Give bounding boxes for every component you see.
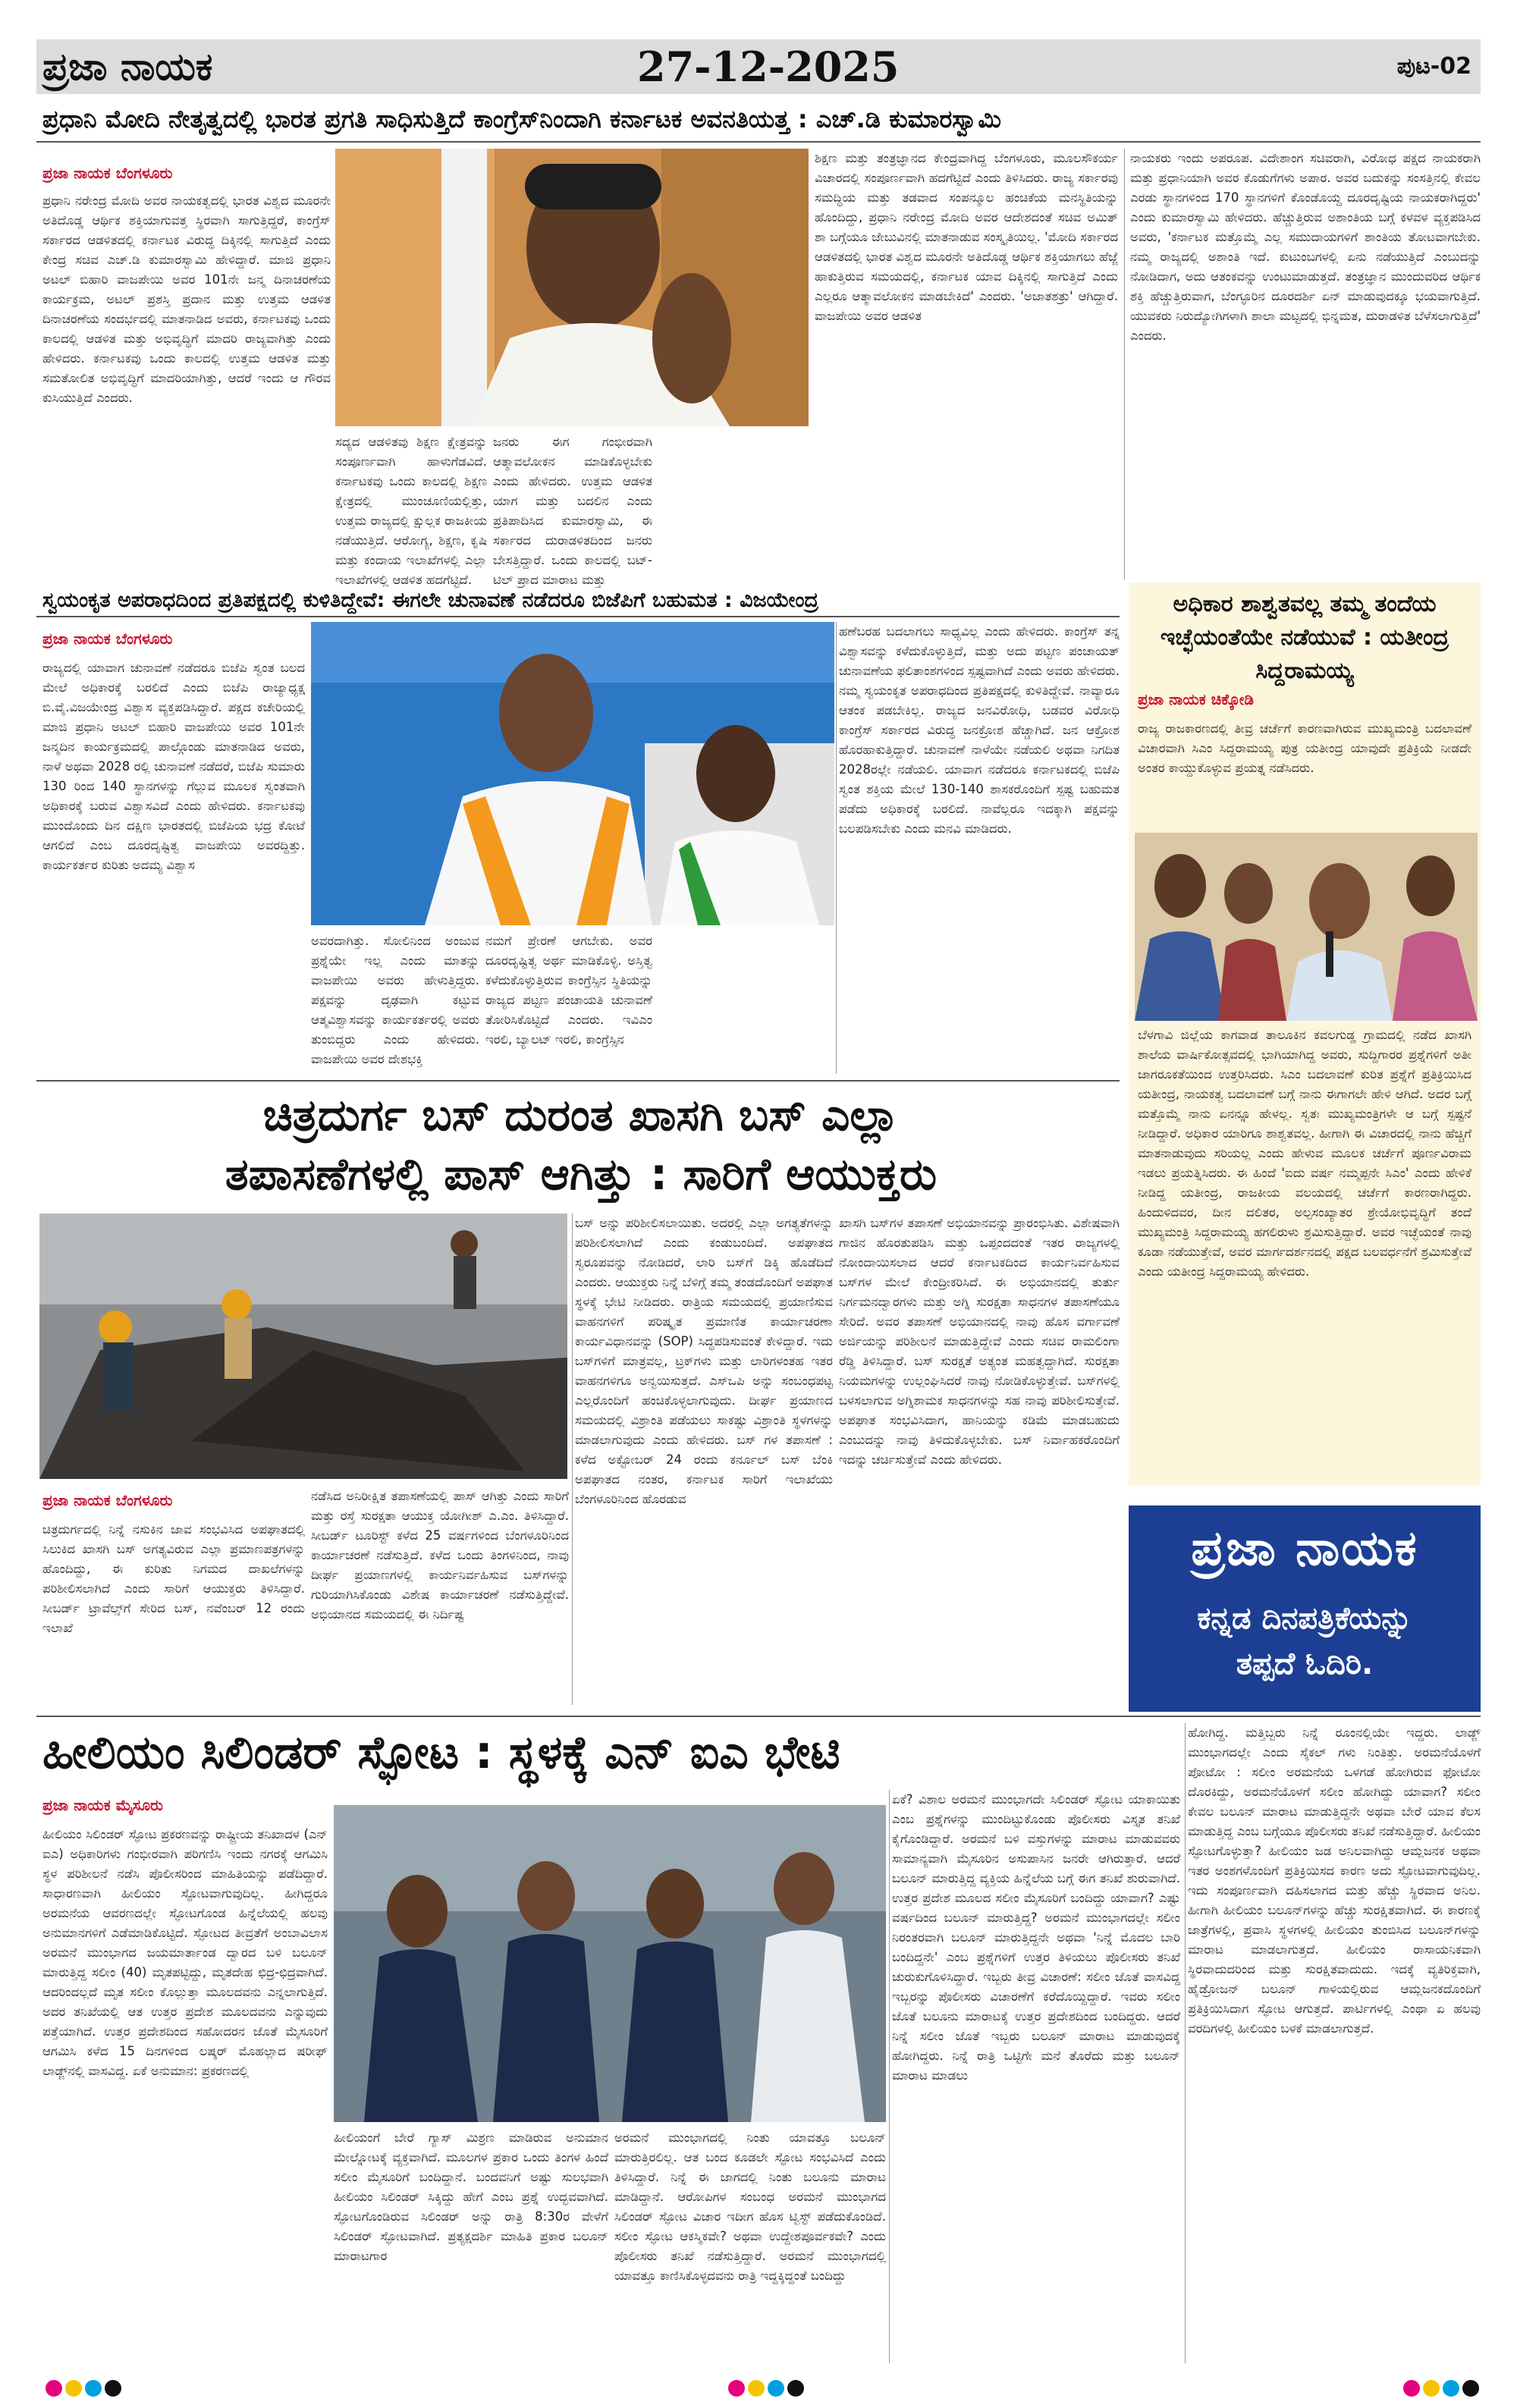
story4-headline: ಹೀಲಿಯಂ ಸಿಲಿಂಡರ್ ಸ್ಫೋಟ : ಸ್ಥಳಕ್ಕೆ ಎನ್ ಐಎ ಭೇಟಿ [42,1726,840,1779]
story4-credit: ಪ್ರಜಾ ನಾಯಕ ಮೈಸೂರು [42,1796,163,1814]
side-story-credit: ಪ್ರಜಾ ನಾಯಕ ಚಿಕ್ಕೋಡಿ [1138,690,1254,708]
photo-vijayendra [311,622,834,925]
ad-line1: ಕನ್ನಡ ದಿನಪತ್ರಿಕೆಯನ್ನು [1197,1601,1412,1636]
divider [836,622,837,1074]
story1-column-5: ನಾಯಕರು ಇಂದು ಅಪರೂಪ. ವಿದೇಶಾಂಗ ಸಚಿವರಾಗಿ, ವಿರೋಧ ಪಕ್ಷದ ನಾಯಕರಾಗಿ ಮತ್ತು ಪ್ರಧಾನಿಯಾಗಿ ಅವರ ಕೊಡುಗೆಗಳು ಅಪಾರ. ಅವರ ಬದುಕನ್ನು ಸಂಸತ್ತಿನಲ್ಲಿ ಕೇವಲ ಎರಡು ಸ್ಥಾನಗಳಿಂದ 170 ಸ್ಥಾನಗಳಿಗೆ ಕೊಂಡೊಯ್ದ ದೂರದೃಷ್ಟಿಯ ನಾಯಕರಾಗಿದ್ದರು' ಎಂದು ಕುಮಾರಸ್ವಾಮಿ ಹೇಳಿದರು. ಹೆಚ್ಚುತ್ತಿರುವ ಅಶಾಂತಿಯ ಬಗ್ಗೆ ಕಳವಳ ವ್ಯಕ್ತಪಡಿಸಿದ ಅವರು, 'ಕರ್ನಾಟಕ ಮತ್ತೊಮ್ಮೆ ಎಲ್ಲ ಸಮುದಾಯಗಳಿಗೆ ಶಾಂತಿಯ ತೋಟವಾಗಬೇಕು. ನಮ್ಮ ರಾಜ್ಯದಲ್ಲಿ ಅಶಾಂತಿ ಇದೆ. ಕುಟುಂಬಗಳಲ್ಲಿ ಏನು ನಡೆಯುತ್ತಿದೆ ಎಂಬುದನ್ನು ನೋಡಿದಾಗ, ಅದು ಆತಂಕವನ್ನು ಉಂಟುಮಾಡುತ್ತದೆ. ತಂತ್ರಜ್ಞಾನ ಮುಂದುವರಿದ ಆರ್ಥಿಕ ಶಕ್ತಿ ಹೆಚ್ಚುತ್ತಿರುವಾಗ, ಬೆಂಗ್ಳೂರಿನ ದೂರದರ್ಶಿ ಏನ್ ಮಾಡುವುದಕ್ಕೂ ಭಯವಾಗುತ್ತಿದೆ. ಯುವಕರು ನಿರುದ್ಯೋಗಿಗಳಾಗಿ ಶಾಲಾ ಮಟ್ಟದಲ್ಲಿ ಭಿನ್ನಮತ, ದುರಾಡಳಿತ ಬೆಳೆಸಲಾಗುತ್ತಿದೆ' ಎಂದರು. [1130,151,1481,343]
story2-column-4: ಹಣೆಬರಹ ಬದಲಾಗಲು ಸಾಧ್ಯವಿಲ್ಲ ಎಂದು ಹೇಳಿದರು. ಕಾಂಗ್ರೆಸ್ ತನ್ನ ವಿಶ್ವಾಸವನ್ನು ಕಳೆದುಕೊಳ್ಳುತ್ತಿದೆ, ಮತ್ತು ಅದು ಪಟ್ಟಣ ಪಂಚಾಯತ್ ಚುನಾವಣೆಯ ಫಲಿತಾಂಶಗಳಿಂದ ಸ್ಪಷ್ಟವಾಗಿದೆ ಎಂದು ಅವರು ಹೇಳಿದರು. ನಮ್ಮ ಸ್ವಯಂಕೃತ ಅಪರಾಧದಿಂದ ಪ್ರತಿಪಕ್ಷದಲ್ಲಿ ಕುಳಿತಿದ್ದೇವೆ. ನಾವ್ಯಾರೂ ಆತಂಕ ಪಡಬೇಕಿಲ್ಲ. ರಾಜ್ಯದ ಜನವಿರೋಧಿ, ಬಡವರ ವಿರೋಧಿ ಕಾಂಗ್ರೆಸ್ ಸರ್ಕಾರದ ವಿರುದ್ಧ ಜನಕ್ರೋಶ ಹೆಚ್ಚಾಗಿದೆ. ಜನ ಆಕ್ರೋಶ ಹೊರಹಾಕುತ್ತಿದ್ದಾರೆ. ಚುನಾವಣೆ ನಾಳೆಯೇ ನಡೆಯಲಿ ಅಥವಾ ನಿಗದಿತ 2028ರಲ್ಲೇ ನಡೆಯಲಿ. ಯಾವಾಗ ನಡೆದರೂ ಕರ್ನಾಟಕದಲ್ಲಿ ಬಿಜೆಪಿ ಸ್ವಂತ ಶಕ್ತಿಯ ಮೇಲೆ 130-140 ಶಾಸಕರೊಂದಿಗೆ ಸ್ಪಷ್ಟ ಬಹುಮತ ಪಡೆದು ಅಧಿಕಾರಕ್ಕೆ ಬರಲಿದೆ. ನಾವೆಲ್ಲರೂ ಇದಕ್ಕಾಗಿ ಪಕ್ಷವನ್ನು ಬಲಪಡಿಸಬೇಕು ಎಂದು ಮನವಿ ಮಾಡಿದರು. [839,624,1120,836]
photo-nia-team [334,1805,886,2122]
photo-nia-team-art [334,1805,886,2122]
story4-column-1: ಹೀಲಿಯಂ ಸಿಲಿಂಡರ್ ಸ್ಫೋಟ ಪ್ರಕರಣವನ್ನು ರಾಷ್ಟ್ರೀಯ ತನಿಖಾದಳ (ಎನ್ ಐಎ) ಅಧಿಕಾರಿಗಳು ಗಂಭೀರವಾಗಿ ಪರಿಗಣಿಸಿ ಇಂದು ನಗರಕ್ಕೆ ಆಗಮಿಸಿ ಸ್ಥಳ ಪರಿಶೀಲನೆ ನಡೆಸಿ ಪೊಲೀಸರಿಂದ ಮಾಹಿತಿಯನ್ನು ಪಡೆದಿದ್ದಾರೆ. ಸಾಧಾರಣವಾಗಿ ಹೀಲಿಯಂ ಸ್ಫೋಟವಾಗುವುದಿಲ್ಲ. ಹೀಗಿದ್ದರೂ ಅರಮನೆಯ ಆವರಣದಲ್ಲೇ ಸ್ಫೋಟಗೊಂಡ ಹಿನ್ನೆಲೆಯಲ್ಲಿ ಹಲವು ಅನುಮಾನಗಳಿಗೆ ಎಡೆಮಾಡಿಕೊಟ್ಟಿದೆ. ಸ್ಫೋಟದ ತೀವ್ರತೆಗೆ ಅಂಬಾವಿಲಾಸ ಅರಮನೆ ಮುಂಭಾಗದ ಜಯಮಾರ್ತಾಂಡ ದ್ವಾರದ ಬಳಿ ಬಲೂನ್ ಮಾರುತ್ತಿದ್ದ ಸಲೀಂ (40) ಮೃತಪಟ್ಟಿದ್ದು, ಮೃತದೇಹ ಛಿದ್ರ-ಛಿದ್ರವಾಗಿದೆ. ಆದರಿಂದಲ್ಲದೆ ಮೃತ ಸಲೀಂ ಕೊಲ್ಲುತ್ತಾ ಮೂಲದವನು ಎನ್ನಲಾಗುತ್ತಿದೆ. ಅದರ ತನಿಖೆಯಲ್ಲಿ ಆತ ಉತ್ತರ ಪ್ರದೇಶ ಮೂಲದವನು ಎನ್ನುವುದು ಪತ್ತೆಯಾಗಿದೆ. ಉತ್ತರ ಪ್ರದೇಶದಿಂದ ಸಹೋದರನ ಜೊತೆ ಮೈಸೂರಿಗೆ ಆಗಮಿಸಿ ಕಳೆದ 15 ದಿನಗಳಿಂದ ಲಷ್ಕರ್ ಮೊಹಲ್ಲಾದ ಷರೀಫ್ ಲಾಡ್ಜ್‌ನಲ್ಲಿ ವಾಸವಿದ್ದ. ಏಕೆ ಅನುಮಾನ: ಪ್ರಕರಣದಲ್ಲಿ [42,1827,328,2078]
side-story-intro: ರಾಜ್ಯ ರಾಜಕಾರಣದಲ್ಲಿ ತೀವ್ರ ಚರ್ಚೆಗೆ ಕಾರಣವಾಗಿರುವ ಮುಖ್ಯಮಂತ್ರಿ ಬದಲಾವಣೆ ವಿಚಾರವಾಗಿ ಸಿಎಂ ಸಿದ್ದರಾಮಯ್ಯ ಪುತ್ರ ಯತೀಂದ್ರ ಯಾವುದೇ ಪ್ರತಿಕ್ರಿಯೆ ನೀಡದೇ ಅಂತರ ಕಾಯ್ದುಕೊಳ್ಳುವ ಪ್ರಯತ್ನ ನಡೆಸಿದರು. [1138,721,1471,775]
subscribe-ad [1129,1505,1481,1712]
divider [1124,149,1125,579]
story1-headline: ಪ್ರಧಾನಿ ಮೋದಿ ನೇತೃತ್ವದಲ್ಲಿ ಭಾರತ ಪ್ರಗತಿ ಸಾಧಿಸುತ್ತಿದೆ ಕಾಂಗ್ರೆಸ್‌ನಿಂದಾಗಿ ಕರ್ನಾಟಕ ಅವನತಿಯತ್ತ : ಎಚ್.ಡಿ ಕುಮಾರಸ್ವಾಮಿ [42,105,1001,133]
registration-marks-center [728,2380,804,2397]
story2-rule [36,616,1120,617]
photo-kumaraswamy [335,149,809,426]
photo-yathindra-art [1135,833,1478,1021]
story1-rule [36,141,1481,143]
photo-bus-accident-art [39,1213,567,1479]
story1-column-4: ಶಿಕ್ಷಣ ಮತ್ತು ತಂತ್ರಜ್ಞಾನದ ಕೇಂದ್ರವಾಗಿದ್ದ ಬೆಂಗಳೂರು, ಮೂಲಸೌಕರ್ಯ ವಿಚಾರದಲ್ಲಿ ಸಂಪೂರ್ಣವಾಗಿ ಹದಗೆಟ್ಟಿದೆ ಎಂದು ತಿಳಿಸಿದರು. ರಾಜ್ಯ ಸರ್ಕಾರವು ಸಮದ್ಧಿಯ ಮತ್ತು ತಡವಾದ ಸಂಪನ್ಮೂಲ ಹಂಚಿಕೆಯ ಮನಸ್ಥಿತಿಯನ್ನು ಹೊಂದಿದ್ದು, ಪ್ರಧಾನಿ ನರೇಂದ್ರ ಮೋದಿ ಅವರ ಆದೇಶದಂತೆ ಸಚಿವ ಅಮಿತ್ ಶಾ ಬಗ್ಗೆಯೂ ಜೇಬುವಿನಲ್ಲಿ ಮಾತನಾಡುವ ಸಂಸ್ಕೃತಿಯಿಲ್ಲ. 'ಮೋದಿ ಸರ್ಕಾರದ ಆಡಳಿತದಲ್ಲಿ ಭಾರತ ವಿಶ್ವದ ಮೂರನೇ ಅತಿದೊಡ್ಡ ಆರ್ಥಿಕ ಶಕ್ತಿಯಾಗಲು ಹೆಜ್ಜೆ ಹಾಕುತ್ತಿರುವ ಸಮಯದಲ್ಲಿ, ಕರ್ನಾಟಕ ಯಾವ ದಿಕ್ಕಿನಲ್ಲಿ ಸಾಗುತ್ತಿದೆ ಎಂದು ಎಲ್ಲರೂ ಆತ್ಮಾವಲೋಕನ ಮಾಡಬೇಕಿದೆ' ಎಂದರು. 'ಅಜಾತಶತ್ರು' ಆಗಿದ್ದಾರೆ. ವಾಜಪೇಯಿ ಅವರ ಆಡಳಿತ [815,151,1119,323]
photo-kumaraswamy-art [335,149,809,426]
masthead-name: ಪ್ರಜಾ ನಾಯಕ [42,45,213,89]
story1-column-2: ಸದ್ಯದ ಆಡಳಿತವು ಶಿಕ್ಷಣ ಕ್ಷೇತ್ರವನ್ನು ಸಂಪೂರ್ಣವಾಗಿ ಹಾಳುಗೆಡವಿದೆ. ಕರ್ನಾಟಕವು ಒಂದು ಕಾಲದಲ್ಲಿ ಶಿಕ್ಷಣ ಕ್ಷೇತ್ರದಲ್ಲಿ ಮುಂಚೂಣಿಯಲ್ಲಿತ್ತು, ಉತ್ತಮ ರಾಜ್ಯದಲ್ಲಿ ಕ್ಷುಲ್ಲಕ ರಾಜಕೀಯ ನಡೆಯುತ್ತಿದೆ. ಆರೋಗ್ಯ, ಶಿಕ್ಷಣ, ಕೃಷಿ ಮತ್ತು ಕಂದಾಯ ಇಲಾಖೆಗಳಲ್ಲಿ ಎಲ್ಲಾ ಇಲಾಖೆಗಳಲ್ಲಿ ಆಡಳಿತ ಹದಗೆಟ್ಟಿದೆ. [335,435,487,587]
story1-credit: ಪ್ರಜಾ ನಾಯಕ ಬೆಂಗಳೂರು [42,164,173,182]
photo-bus-accident [39,1213,567,1479]
registration-marks-right [1403,2380,1479,2397]
story3-credit: ಪ್ರಜಾ ನಾಯಕ ಬೆಂಗಳೂರು [42,1491,173,1509]
photo-yathindra [1135,833,1478,1021]
story4-column-2: ಹೀಲಿಯಂಗೆ ಬೇರೆ ಗ್ಯಾಸ್ ಮಿಶ್ರಣ ಮಾಡಿರುವ ಅನುಮಾನ ಮೇಲ್ನೋಟಕ್ಕೆ ವ್ಯಕ್ತವಾಗಿದೆ. ಮೂಲಗಳ ಪ್ರಕಾರ ಒಂದು ತಿಂಗಳ ಹಿಂದೆ ಸಲೀಂ ಮೈಸೂರಿಗೆ ಬಂದಿದ್ದಾನೆ. ಬಂದವನಿಗೆ ಅಷ್ಟು ಸುಲಭವಾಗಿ ಹೀಲಿಯಂ ಸಿಲಿಂಡರ್ ಸಿಕ್ಕಿದ್ದು ಹೇಗೆ ಎಂಬ ಪ್ರಶ್ನೆ ಉದ್ಭವವಾಗಿದೆ. ಸ್ಫೋಟಗೊಂಡಿರುವ ಸಿಲಿಂಡರ್ ಅನ್ನು ರಾತ್ರಿ 8:30ರ ವೇಳೆಗೆ ಸಿಲಿಂಡರ್ ಸ್ಫೋಟವಾಗಿದೆ. ಪ್ರತ್ಯಕ್ಷದರ್ಶಿ ಮಾಹಿತಿ ಪ್ರಕಾರ ಬಲೂನ್ ಮಾರಾಟಗಾರ [334,2130,608,2263]
story3-headline-line1: ಚಿತ್ರದುರ್ಗ ಬಸ್ ದುರಂತ ಖಾಸಗಿ ಬಸ್ ಎಲ್ಲಾ [262,1089,900,1141]
story4-column-4: ಏಕೆ? ವಿಶಾಲ ಅರಮನೆ ಮುಂಭಾಗದೇ ಸಿಲಿಂಡರ್ ಸ್ಫೋಟ ಯಾಕಾಯಿತು ಎಂಬ ಪ್ರಶ್ನೆಗಳನ್ನು ಮುಂದಿಟ್ಟುಕೊಂಡು ಪೊಲೀಸರು ವಿಸ್ತೃತ ತನಿಖೆ ಕೈಗೊಂಡಿದ್ದಾರೆ. ಅರಮನೆ ಬಳಿ ವಸ್ತುಗಳನ್ನು ಮಾರಾಟ ಮಾಡುವವರು ಸಾಮಾನ್ಯವಾಗಿ ಮೈಸೂರಿನ ಅಸುಪಾಸಿನ ಜನರೇ ಆಗಿರುತ್ತಾರೆ. ಆದರೆ ಬಲೂನ್ ಮಾರುತ್ತಿದ್ದ ವ್ಯಕ್ತಿಯ ಹಿನ್ನೆಲೆಯ ಬಗ್ಗೆ ಈಗ ತನಿಖೆ ಶುರುವಾಗಿದೆ. ಉತ್ತರ ಪ್ರದೇಶ ಮೂಲದ ಸಲೀಂ ಮೈಸೂರಿಗೆ ಬಂದಿದ್ದು ಯಾವಾಗ? ಎಷ್ಟು ವರ್ಷದಿಂದ ಬಲೂನ್ ಮಾರುತ್ತಿದ್ದ? ಅರಮನೆ ಮುಂಭಾಗದಲ್ಲೇ ಸಲೀಂ ನಿರಂತರವಾಗಿ ಬಲೂನ್ ಮಾರುತ್ತಿದ್ದನೇ ಅಥವಾ 'ನಿನ್ನೆ ಮೊದಲ ಬಾರಿ ಬಂದಿದ್ದನೇ' ಎಂಬ ಪ್ರಶ್ನೆಗಳಿಗೆ ಉತ್ತರ ತಿಳಿಯಲು ಪೊಲೀಸರು ತನಿಖೆ ಚುರುಕುಗೊಳಿಸಿದ್ದಾರೆ. ಇಬ್ಬರು ತೀವ್ರ ವಿಚಾರಣೆ: ಸಲೀಂ ಜೊತೆ ವಾಸವಿದ್ದ ಇಬ್ಬರನ್ನು ಪೊಲೀಸರು ವಿಚಾರಣೆಗೆ ಕರೆದೊಯ್ದಿದ್ದಾರೆ. ಇವರು ಸಲೀಂ ಜೊತೆ ಬಲೂನು ಮಾರಾಟಕ್ಕೆ ಉತ್ತರ ಪ್ರದೇಶದಿಂದ ಬಂದಿದ್ದರು. ಆದರೆ ನಿನ್ನೆ ಸಲೀಂ ಜೊತೆ ಇಬ್ಬರು ಬಲೂನ್ ಮಾರಾಟ ಮಾಡುವುದಕ್ಕೆ ಹೋಗಿದ್ದರು. ನಿನ್ನೆ ರಾತ್ರಿ ಒಟ್ಟಿಗೇ ಮನೆ ತೊರೆದು ಮತ್ತು ಬಲೂನ್ ಮಾರಾಟ ಮಾಡಲು [892,1792,1180,2083]
story3-column-2: ನಡೆಸಿದ ಅನಿರೀಕ್ಷಿತ ತಪಾಸಣೆಯಲ್ಲಿ ಪಾಸ್ ಆಗಿತ್ತು ಎಂದು ಸಾರಿಗೆ ಮತ್ತು ರಸ್ತೆ ಸುರಕ್ಷತಾ ಆಯುಕ್ತ ಯೋಗೀಶ್ ಎ.ಎಂ. ತಿಳಿಸಿದ್ದಾರೆ. ಸೀಬರ್ಡ್ ಟೂರಿಸ್ಟ್ ಕಳೆದ 25 ವರ್ಷಗಳಿಂದ ಬೆಂಗಳೂರಿನಿಂದ ಕಾರ್ಯಾಚರಣೆ ನಡೆಸುತ್ತಿದೆ. ಕಳೆದ ಒಂದು ತಿಂಗಳಿನಿಂದ, ನಾವು ದೀರ್ಘ ಪ್ರಯಾಣಗಳಲ್ಲಿ ಕಾರ್ಯನಿರ್ವಹಿಸುವ ಬಸ್‌ಗಳನ್ನು ಗುರಿಯಾಗಿಸಿಕೊಂಡು ವಿಶೇಷ ಕಾರ್ಯಾಚರಣೆ ನಡೆಸುತ್ತಿದ್ದೇವೆ. ಅಭಿಯಾನದ ಸಮಯದಲ್ಲಿ ಈ ನಿರ್ದಿಷ್ಟ [311,1489,569,1622]
story4-top-rule [36,1716,1481,1717]
masthead-date: 27-12-2025 [637,42,900,91]
side-story-headline: ಅಧಿಕಾರ ಶಾಶ್ವತವಲ್ಲ ತಮ್ಮ ತಂದೆಯ ಇಚ್ಛೆಯಂತೆಯೇ ನಡೆಯುವೆ : ಯತೀಂದ್ರ ಸಿದ್ದರಾಮಯ್ಯ [1160,591,1449,684]
story1-column-3: ಜನರು ಈಗ ಗಂಭೀರವಾಗಿ ಆತ್ಮಾವಲೋಕನ ಮಾಡಿಕೊಳ್ಳಬೇಕು ಎಂದು ಹೇಳಿದರು. ಉತ್ತಮ ಆಡಳಿತ ಯಾಗ ಮತ್ತು ಬದಲಿನ ಎಂದು ಪ್ರತಿಪಾದಿಸಿದ ಕುಮಾರಸ್ವಾಮಿ, ಈ ಸರ್ಕಾರದ ದುರಾಡಳಿತದಿಂದ ಜನರು ಬೇಸತ್ತಿದ್ದಾರೆ. ಒಂದು ಕಾಲದಲ್ಲಿ ಬಟ್-ಟಿಲ್ ಪ್ರಾದ ಮಾರಾಟ ಮತ್ತು [493,435,652,587]
story3-top-rule [36,1080,1120,1082]
story2-column-1: ರಾಜ್ಯದಲ್ಲಿ ಯಾವಾಗ ಚುನಾವಣೆ ನಡೆದರೂ ಬಿಜೆಪಿ ಸ್ವಂತ ಬಲದ ಮೇಲೆ ಅಧಿಕಾರಕ್ಕೆ ಬರಲಿದೆ ಎಂದು ಬಿಜೆಪಿ ರಾಜ್ಯಾಧ್ಯಕ್ಷ ಬಿ.ವೈ.ವಿಜಯೇಂದ್ರ ವಿಶ್ವಾಸ ವ್ಯಕ್ತಪಡಿಸಿದ್ದಾರೆ. ಪಕ್ಷದ ಕಚೇರಿಯಲ್ಲಿ ಮಾಜಿ ಪ್ರಧಾನಿ ಅಟಲ್ ಬಿಹಾರಿ ವಾಜಪೇಯಿ ಅವರ 101ನೇ ಜನ್ಮದಿನ ಕಾರ್ಯಕ್ರಮದಲ್ಲಿ ಪಾಲ್ಗೊಂಡು ಮಾತನಾಡಿದ ಅವರು, ನಾಳೆ ಅಥವಾ 2028 ರಲ್ಲಿ ಚುನಾವಣೆ ನಡೆದರೆ, ಬಿಜೆಪಿ ಸುಮಾರು 130 ರಿಂದ 140 ಸ್ಥಾನಗಳನ್ನು ಗೆಲ್ಲುವ ಮೂಲಕ ಸ್ವಂತವಾಗಿ ಅಧಿಕಾರಕ್ಕೆ ಬರುವ ವಿಶ್ವಾಸವಿದೆ ಎಂದು ಹೇಳಿದರು. ಕರ್ನಾಟಕವು ಮುಂದೊಂದು ದಿನ ದಕ್ಷಿಣ ಭಾರತದಲ್ಲಿ ಬಿಜೆಪಿಯ ಭದ್ರ ಕೋಟೆ ಆಗಲಿದೆ ಎಂಬ ದೂರದೃಷ್ಟಿತ್ವ ವಾಜಪೇಯಿ ಅವರದ್ದಿತ್ತು. ಕಾರ್ಯಕರ್ತರ ಕುರಿತು ಅದಮ್ಯ ವಿಶ್ವಾಸ [42,661,305,872]
story3-column-1: ಚಿತ್ರದುರ್ಗದಲ್ಲಿ ನಿನ್ನೆ ನಸುಕಿನ ಜಾವ ಸಂಭವಿಸಿದ ಅಪಘಾತದಲ್ಲಿ ಸಿಲುಕಿದ ಖಾಸಗಿ ಬಸ್ ಅಗತ್ಯವಿರುವ ಎಲ್ಲಾ ಪ್ರಮಾಣಪತ್ರಗಳನ್ನು ಹೊಂದಿದ್ದು, ಈ ಕುರಿತು ನಿಗಮದ ದಾಖಲೆಗಳನ್ನು ಪರಿಶೀಲಿಸಲಾಗಿದೆ ಎಂದು ಸಾರಿಗೆ ಆಯುಕ್ತರು ತಿಳಿಸಿದ್ದಾರೆ. ಸೀಬರ್ಡ್ ಟ್ರಾವೆಲ್ಸ್‌ಗೆ ಸೇರಿದ ಬಸ್, ನವೆಂಬರ್ 12 ರಂದು ಇಲಾಖೆ [42,1522,305,1635]
page-number: ಪುಟ-02 [1396,53,1471,80]
divider [889,1790,890,2363]
registration-marks-left [46,2380,121,2397]
divider [572,1213,573,1705]
story2-credit: ಪ್ರಜಾ ನಾಯಕ ಬೆಂಗಳೂರು [42,629,173,648]
story3-column-3: ಬಸ್ ಅನ್ನು ಪರಿಶೀಲಿಸಲಾಯಿತು. ಅದರಲ್ಲಿ ಎಲ್ಲಾ ಅಗತ್ಯತೆಗಳನ್ನು ಪರಿಶೀಲಿಸಲಾಗಿದೆ ಎಂದು ಕಂಡುಬಂದಿದೆ. ಅಪಘಾತದ ಸ್ವರೂಪವನ್ನು ನೋಡಿದರೆ, ಲಾರಿ ಬಸ್‌ಗೆ ಡಿಕ್ಕಿ ಹೊಡೆದಿದೆ ಎಂದರು. ಆಯುಕ್ತರು ನಿನ್ನೆ ಬೆಳಿಗ್ಗೆ ತಮ್ಮ ತಂಡದೊಂದಿಗೆ ಅಪಘಾತ ಸ್ಥಳಕ್ಕೆ ಭೇಟಿ ನೀಡಿದರು. ರಾತ್ರಿಯ ಸಮಯದಲ್ಲಿ ಪ್ರಯಾಣಿಸುವ ವಾಹನಗಳಿಗೆ ಪರಿಷ್ಕೃತ ಪ್ರಮಾಣಿತ ಕಾರ್ಯಾಚರಣಾ ಕಾರ್ಯವಿಧಾನವನ್ನು (SOP) ಸಿದ್ಧಪಡಿಸುವಂತೆ ಕೇಳಿದ್ದಾರೆ. ಇದು ಬಸ್‌ಗಳಿಗೆ ಮಾತ್ರವಲ್ಲ, ಟ್ರಕ್‌ಗಳು ಮತ್ತು ಲಾರಿಗಳಂತಹ ಇತರ ವಾಹನಗಳಿಗೂ ಅನ್ವಯಿಸುತ್ತದೆ. ಎಸ್‌ಒಪಿ ಅನ್ನು ಸಂಬಂಧಪಟ್ಟ ಎಲ್ಲರೊಂದಿಗೆ ಹಂಚಿಕೊಳ್ಳಲಾಗುವುದು. ದೀರ್ಘ ಪ್ರಯಾಣದ ಸಮಯದಲ್ಲಿ ವಿಶ್ರಾಂತಿ ಪಡೆಯಲು ಸಾಕಷ್ಟು ವಿಶ್ರಾಂತಿ ಸ್ಥಳಗಳನ್ನು ಮಾಡಲಾಗುವುದು ಎಂದು ಹೇಳಿದರು. ಬಸ್ ಗಳ ತಪಾಸಣೆ : ಕಳೆದ ಅಕ್ಟೋಬರ್ 24 ರಂದು ಕರ್ನೂಲ್ ಬಸ್ ಬೆಂಕಿ ಅಪಘಾತದ ನಂತರ, ಕರ್ನಾಟಕ ಸಾರಿಗೆ ಇಲಾಖೆಯು ಬೆಂಗಳೂರಿನಿಂದ ಹೊರಡುವ [575,1216,833,1506]
story2-column-2: ಅವರದಾಗಿತ್ತು. ಸೋಲಿನಿಂದ ಅಂಜುವ ಪ್ರಶ್ನೆಯೇ ಇಲ್ಲ ಎಂದು ಮಾತನ್ನು ವಾಜಪೇಯಿ ಅವರು ಹೇಳುತ್ತಿದ್ದರು. ಪಕ್ಷವನ್ನು ದೃಢವಾಗಿ ಕಟ್ಟುವ ಆತ್ಮವಿಶ್ವಾಸವನ್ನು ಕಾರ್ಯಕರ್ತರಲ್ಲಿ ಅವರು ತುಂಬಿದ್ದರು ಎಂದು ಹೇಳಿದರು. ವಾಜಪೇಯಿ ಅವರ ದೇಶಭಕ್ತಿ [311,934,479,1066]
story2-column-3: ನಮಗೆ ಪ್ರೇರಣೆ ಆಗಬೇಕು. ಅವರ ದೂರದೃಷ್ಟಿತ್ವ ಅರ್ಥ ಮಾಡಿಕೊಳ್ಳಿ. ಅಸ್ತಿತ್ವ ಕಳೆದುಕೊಳ್ಳುತ್ತಿರುವ ಕಾಂಗ್ರೆಸ್ಸಿನ ಸ್ಥಿತಿಯನ್ನು ರಾಜ್ಯದ ಪಟ್ಟಣ ಪಂಚಾಯತಿ ಚುನಾವಣೆ ತೋರಿಸಿಕೊಟ್ಟಿದೆ ಎಂದರು. ಇವಿಎಂ ಇರಲಿ, ಬ್ಯಾಲಟ್ ಇರಲಿ, ಕಾಂಗ್ರೆಸ್ಸಿನ [485,934,652,1047]
story4-column-5: ಹೋಗಿದ್ದ. ಮತ್ತಿಬ್ಬರು ನಿನ್ನೆ ರೂಂನಲ್ಲಿಯೇ ಇದ್ದರು. ಲಾಡ್ಜ್ ಮುಂಭಾಗದಲ್ಲೇ ಎಂದು ಸೈಕಲ್ ಗಳು ನಿಂತಿತ್ತು. ಅರಮನೆಯೊಳಗೆ ಪೋಟೋ : ಸಲೀಂ ಅರಮನೆಯ ಒಳಗಡೆ ಹೋಗಿರುವ ಫೋಟೋ ದೊರಕಿದ್ದು, ಅರಮನೆಯೊಳಗೆ ಸಲೀಂ ಹೋಗಿದ್ದು ಯಾವಾಗ? ಸಲೀಂ ಕೇವಲ ಬಲೂನ್ ಮಾರಾಟ ಮಾಡುತ್ತಿದ್ದನೇ ಅಥವಾ ಬೇರೆ ಯಾವ ಕೆಲಸ ಮಾಡುತ್ತಿದ್ದ ಎಂಬ ಬಗ್ಗೆಯೂ ಪೊಲೀಸರು ತನಿಖೆ ನಡೆಸುತ್ತಿದ್ದಾರೆ. ಹೀಲಿಯಂ ಸ್ಫೋಟಗೊಳ್ಳುತ್ತಾ? ಹೀಲಿಯಂ ಜಡ ಅನಿಲವಾಗಿದ್ದು ಆಮ್ಲಜನಕ ಅಥವಾ ಇತರ ಅಂಶಗಳೊಂದಿಗೆ ಪ್ರತಿಕ್ರಿಯಿಸದ ಕಾರಣ ಅದು ಸ್ಫೋಟವಾಗುವುದಿಲ್ಲ. ಇದು ಸಂಪೂರ್ಣವಾಗಿ ದಹಿಸಲಾಗದ ಮತ್ತು ಹೆಚ್ಚು ಸ್ಥಿರವಾದ ಅನಿಲ. ಹೀಗಾಗಿ ಹೀಲಿಯಂ ಬಲೂನ್‌ಗಳನ್ನು ಹೆಚ್ಚು ಸುರಕ್ಷಿತವಾಗಿದೆ. ಈ ಕಾರಣಕ್ಕೆ ಜಾತ್ರೆಗಳಲ್ಲಿ, ಪ್ರವಾಸಿ ಸ್ಥಳಗಳಲ್ಲಿ ಹೀಲಿಯಂ ತುಂಬಿಸಿದ ಬಲೂನ್‌ಗಳನ್ನು ಮಾರಾಟ ಮಾಡಲಾಗುತ್ತದೆ. ಹೀಲಿಯಂ ರಾಸಾಯನಿಕವಾಗಿ ಸ್ಥಿರವಾದುದರಿಂದ ಮತ್ತು ಸುರಕ್ಷಿತವಾದುದು. ಇದಕ್ಕೆ ವ್ಯತಿರಿಕ್ತವಾಗಿ, ಹೈಡ್ರೋಜನ್ ಬಲೂನ್ ಗಾಳಿಯಲ್ಲಿರುವ ಆಮ್ಲಜನಕದೊಂದಿಗೆ ಪ್ರತಿಕ್ರಿಯಿಸಿದಾಗ ಸ್ಫೋಟ ಆಗುತ್ತದೆ. ಪಾರ್ಟಿಗಳಲ್ಲಿ ಎಂಥಾ ಏ ಹಲವು ವರದಿಗಳಲ್ಲಿ ಹೀಲಿಯಂ ಬಳಕೆ ಮಾಡಲಾಗುತ್ತದೆ. [1188,1725,1481,2036]
story4-column-3: ಅರಮನೆ ಮುಂಭಾಗದಲ್ಲಿ ನಿಂತು ಯಾವತ್ತೂ ಬಲೂನ್ ಮಾರುತ್ತಿರಲಿಲ್ಲ. ಆತ ಬಂದ ಕೂಡಲೇ ಸ್ಫೋಟ ಸಂಭವಿಸಿದೆ ಎಂದು ತಿಳಿಸಿದ್ದಾರೆ. ನಿನ್ನೆ ಈ ಜಾಗದಲ್ಲಿ ನಿಂತು ಬಲೂನು ಮಾರಾಟ ಮಾಡಿದ್ದಾನೆ. ಆರೋಪಿಗಳ ಸಂಬಂಧ ಅರಮನೆ ಮುಂಭಾಗದ ಸಿಲಿಂಡರ್ ಸ್ಫೋಟ ವಿಚಾರ ಇದೀಗ ಹೊಸ ಟ್ವಿಸ್ಟ್ ಪಡೆದುಕೊಂಡಿದೆ. ಸಲೀಂ ಸ್ಫೋಟ ಆಕಸ್ಮಿಕವೇ? ಅಥವಾ ಉದ್ದೇಶಪೂರ್ವಕವೇ? ಎಂದು ಪೊಲೀಸರು ತನಿಖೆ ನಡೆಸುತ್ತಿದ್ದಾರೆ. ಅರಮನೆ ಮುಂಭಾಗದಲ್ಲಿ ಯಾವತ್ತೂ ಕಾಣಿಸಿಕೊಳ್ಳದವನು ರಾತ್ರಿ ಇದ್ದಕ್ಕಿದ್ದಂತೆ ಬಂದಿದ್ದು [614,2130,886,2283]
photo-vijayendra-art [311,622,834,925]
side-story-body: ಬೆಳಗಾವಿ ಜಿಲ್ಲೆಯ ಕಾಗವಾಡ ತಾಲೂಕಿನ ಕವಲಗುಡ್ಡ ಗ್ರಾಮದಲ್ಲಿ ನಡೆದ ಖಾಸಗಿ ಶಾಲೆಯ ವಾರ್ಷಿಕೋತ್ಸವದಲ್ಲಿ ಭಾಗಿಯಾಗಿದ್ದ ಅವರು, ಸುದ್ದಿಗಾರರ ಪ್ರಶ್ನೆಗಳಿಗೆ ಅತೀ ಜಾಗರೂಕತೆಯಿಂದ ಉತ್ತರಿಸಿದರು. ಸಿಎಂ ಬದಲಾವಣೆ ಕುರಿತ ಪ್ರಶ್ನೆಗೆ ಪ್ರತಿಕ್ರಿಯಿಸಿದ ಯತೀಂದ್ರ, ನಾಯಕತ್ವ ಬದಲಾವಣೆ ಬಗ್ಗೆ ನಾನು ಈಗಾಗಲೇ ಹೇಳಿ ಆಗಿದೆ. ಅದರ ಬಗ್ಗೆ ಮತ್ತೊಮ್ಮೆ ನಾನು ಏನನ್ನೂ ಹೇಳಲ್ಲ. ಸ್ವತಃ ಮುಖ್ಯಮಂತ್ರಿಗಳೇ ಆ ಬಗ್ಗೆ ಸ್ಪಷ್ಟನೆ ನೀಡಿದ್ದಾರೆ. ಅಧಿಕಾರ ಯಾರಿಗೂ ಶಾಶ್ವತವಲ್ಲ. ಹೀಗಾಗಿ ಈ ವಿಚಾರದಲ್ಲಿ ನಾನು ಹೆಚ್ಚಿಗೆ ಮಾತನಾಡುವುದು ಸರಿಯಲ್ಲ ಎಂದು ಹೇಳುವ ಮೂಲಕ ಚರ್ಚೆಗೆ ಪೂರ್ಣವಿರಾಮ ಇಡಲು ಪ್ರಯತ್ನಿಸಿದರು. ಈ ಹಿಂದೆ 'ಐದು ವರ್ಷ ನಮ್ಮಪ್ಪನೇ ಸಿಎಂ' ಎಂದು ಹೇಳಿಕೆ ನೀಡಿದ್ದ ಯತೀಂದ್ರ, ರಾಜಕೀಯ ವಲಯದಲ್ಲಿ ಚರ್ಚೆಗೆ ಕಾರಣರಾಗಿದ್ದರು. ಹಿಂದುಳಿದವರ, ದೀನ ದಲಿತರ, ಅಲ್ಪಸಂಖ್ಯಾತರ ಶ್ರೇಯೋಭಿವೃದ್ಧಿಗೆ ತಂದೆ ಮುಖ್ಯಮಂತ್ರಿ ಸಿದ್ದರಾಮಯ್ಯ ಹಗಲಿರುಳು ಶ್ರಮಿಸುತ್ತಿದ್ದಾರೆ. ಅವರ ಇಚ್ಛೆಯಂತೆ ನಾವು ಕೂಡಾ ನಡೆಯುತ್ತೇವೆ, ಅವರ ಮಾರ್ಗದರ್ಶನದಲ್ಲಿ ಪಕ್ಷದ ಬಲವರ್ಧನೆಗೆ ಶ್ರಮಿಸುತ್ತೇವೆ ಎಂದು ಯತೀಂದ್ರ ಸಿದ್ದರಾಮಯ್ಯ ಹೇಳಿದರು. [1138,1028,1471,1279]
ad-title: ಪ್ರಜಾ ನಾಯಕ [1191,1521,1418,1577]
story3-headline-line2: ತಪಾಸಣೆಗಳಲ್ಲಿ ಪಾಸ್ ಆಗಿತ್ತು : ಸಾರಿಗೆ ಆಯುಕ್ತರು [225,1148,938,1200]
divider [1185,1723,1186,2363]
story3-column-4: ಖಾಸಗಿ ಬಸ್‌ಗಳ ತಪಾಸಣೆ ಅಭಿಯಾನವನ್ನು ಪ್ರಾರಂಭಿಸಿತು. ವಿಶೇಷವಾಗಿ ಗಾಜಿನ ಹೊರತುಪಡಿಸಿ ಮತ್ತು ಒಪ್ಪಂದದಂತೆ ಇತರ ರಾಜ್ಯಗಳಲ್ಲಿ ನೋಂದಾಯಿಸಲಾದ ಆದರೆ ಕರ್ನಾಟಕದಿಂದ ಕಾರ್ಯನಿರ್ವಹಿಸುವ ಬಸ್‌ಗಳ ಮೇಲೆ ಕೇಂದ್ರೀಕರಿಸಿದೆ. ಈ ಅಭಿಯಾನದಲ್ಲಿ ತುರ್ತು ನಿರ್ಗಮನದ್ವಾರಗಳು ಮತ್ತು ಅಗ್ನಿ ಸುರಕ್ಷತಾ ಸಾಧನಗಳ ತಪಾಸಣೆಯೂ ಸೇರಿದೆ. ಅವರ ತಪಾಸಣೆ ಅಭಿಯಾನದಲ್ಲಿ ನಾವು ಹೊಸ ವರ್ಗಾವಣೆ ಅರ್ಜಿಯನ್ನು ಪರಿಶೀಲನೆ ಮಾಡುತ್ತಿದ್ದೇವೆ ಎಂದು ಸಚಿವ ರಾಮಲಿಂಗಾ ರೆಡ್ಡಿ ತಿಳಿಸಿದ್ದಾರೆ. ಬಸ್ ಸುರಕ್ಷತೆ ಅತ್ಯಂತ ಮಹತ್ವದ್ದಾಗಿದೆ. ಸುರಕ್ಷತಾ ನಿಯಮಗಳನ್ನು ಉಲ್ಲಂಘಿಸಿದರೆ ನಾವು ನೋಡಿಕೊಳ್ಳುತ್ತೇವೆ. ಬಸ್‌ಗಳಲ್ಲಿ ಬಳಸಲಾಗುವ ಅಗ್ನಿಶಾಮಕ ಸಾಧನಗಳನ್ನು ಸಹ ನಾವು ಪರಿಶೀಲಿಸುತ್ತೇವೆ. ಅಪಘಾತ ಸಂಭವಿಸಿದಾಗ, ಹಾನಿಯನ್ನು ಕಡಿಮೆ ಮಾಡಬಹುದು ಎಂಬುದನ್ನು ನಾವು ತಿಳಿದುಕೊಳ್ಳಬೇಕು. ಬಸ್ ನಿರ್ವಾಹಕರೊಂದಿಗೆ ಇದನ್ನು ಚರ್ಚಿಸುತ್ತೇವೆ ಎಂದು ಹೇಳಿದರು. [839,1216,1120,1467]
ad-line2: ತಪ್ಪದೆ ಓದಿರಿ. [1236,1647,1374,1681]
story2-headline: ಸ್ವಯಂಕೃತ ಅಪರಾಧದಿಂದ ಪ್ರತಿಪಕ್ಷದಲ್ಲಿ ಕುಳಿತಿದ್ದೇವೆ: ಈಗಲೇ ಚುನಾವಣೆ ನಡೆದರೂ ಬಿಜೆಪಿಗೆ ಬಹುಮತ : ವಿಜಯೇಂದ್ರ [42,589,819,612]
story1-column-1: ಪ್ರಧಾನಿ ನರೇಂದ್ರ ಮೋದಿ ಅವರ ನಾಯಕತ್ವದಲ್ಲಿ ಭಾರತ ವಿಶ್ವದ ಮೂರನೇ ಅತಿದೊಡ್ಡ ಆರ್ಥಿಕ ಶಕ್ತಿಯಾಗುವತ್ತ ಸ್ಥಿರವಾಗಿ ಸಾಗುತ್ತಿದ್ದರೆ, ಕಾಂಗ್ರೆಸ್ ಸರ್ಕಾರದ ಆಡಳಿತದಲ್ಲಿ ಕರ್ನಾಟಕ ವಿರುದ್ಧ ದಿಕ್ಕಿನಲ್ಲಿ ಸಾಗುತ್ತಿದೆ ಎಂದು ಕೇಂದ್ರ ಸಚಿವ ಎಚ್.ಡಿ ಕುಮಾರಸ್ವಾಮಿ ಹೇಳಿದ್ದಾರೆ. ಮಾಜಿ ಪ್ರಧಾನಿ ಅಟಲ್ ಬಿಹಾರಿ ವಾಜಪೇಯಿ ಅವರ 101ನೇ ಜನ್ಮ ದಿನಾಚರಣೆಯ ಕಾರ್ಯಕ್ರಮ, ಅಟಲ್ ಪ್ರಶಸ್ತಿ ಪ್ರದಾನ ಮತ್ತು ಉತ್ತಮ ಆಡಳಿತ ದಿನಾಚರಣೆಯ ಸಂದರ್ಭದಲ್ಲಿ ಮಾತನಾಡಿದ ಅವರು, ಕರ್ನಾಟಕವು ಒಂದು ಕಾಲದಲ್ಲಿ ಆಡಳಿತ ಮತ್ತು ಅಭಿವೃದ್ಧಿಗೆ ಮಾದರಿ ರಾಜ್ಯವಾಗಿತ್ತು ಎಂದು ಹೇಳಿದರು. ಕರ್ನಾಟಕವು ಒಂದು ಕಾಲದಲ್ಲಿ ಉತ್ತಮ ಆಡಳಿತ ಮತ್ತು ಸಮತೋಲಿತ ಅಭಿವೃದ್ಧಿಗೆ ಮಾದರಿಯಾಗಿತ್ತು, ಆದರೆ ಇಂದು ಆ ಗೌರವ ಕುಸಿಯುತ್ತಿದೆ ಎಂದರು. [42,193,331,405]
